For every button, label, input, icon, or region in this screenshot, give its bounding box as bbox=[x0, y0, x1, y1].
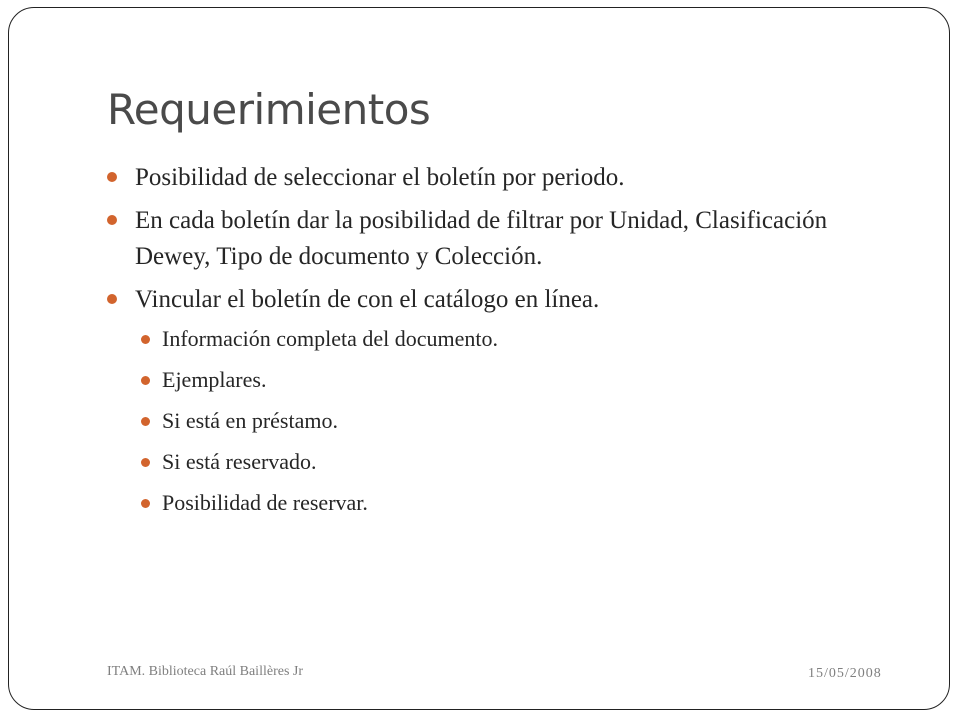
bullet-item bbox=[107, 282, 867, 318]
slide-content bbox=[107, 160, 867, 529]
sub-bullet-text: Si está en préstamo. bbox=[162, 408, 338, 433]
bullet-dot-icon bbox=[107, 172, 117, 182]
bullet-dot-icon bbox=[141, 458, 150, 467]
sub-bullet-text: Si está reservado. bbox=[162, 449, 317, 474]
bullet-dot-icon bbox=[141, 417, 150, 426]
bullet-dot-icon bbox=[141, 499, 150, 508]
footer-date: 15/05/2008 bbox=[808, 666, 882, 681]
sub-bullet-item bbox=[107, 365, 867, 395]
slide-title: Requerimientos bbox=[107, 85, 431, 134]
sub-bullet-item bbox=[107, 447, 867, 477]
sub-bullet-item bbox=[107, 324, 867, 354]
sub-bullet-item bbox=[107, 488, 867, 518]
bullet-item bbox=[107, 160, 867, 196]
sub-bullet-text: Información completa del documento. bbox=[162, 326, 498, 351]
bullet-text: Posibilidad de seleccionar el boletín por periodo. bbox=[135, 164, 625, 191]
bullet-text: En cada boletín dar la posibilidad de filtrar por Unidad, Clasificación Dewey, Tipo de documento y Colección. bbox=[135, 207, 828, 270]
bullet-dot-icon bbox=[141, 335, 150, 344]
sub-bullet-list bbox=[107, 324, 867, 518]
footer-source: ITAM. Biblioteca Raúl Baillères Jr bbox=[107, 664, 303, 679]
bullet-text: Vincular el boletín de con el catálogo en línea. bbox=[135, 286, 600, 313]
bullet-dot-icon bbox=[107, 215, 117, 225]
bullet-dot-icon bbox=[107, 294, 117, 304]
sub-bullet-text: Posibilidad de reservar. bbox=[162, 490, 368, 515]
bullet-dot-icon bbox=[141, 376, 150, 385]
bullet-item bbox=[107, 203, 867, 275]
sub-bullet-item bbox=[107, 406, 867, 436]
sub-bullet-text: Ejemplares. bbox=[162, 367, 267, 392]
